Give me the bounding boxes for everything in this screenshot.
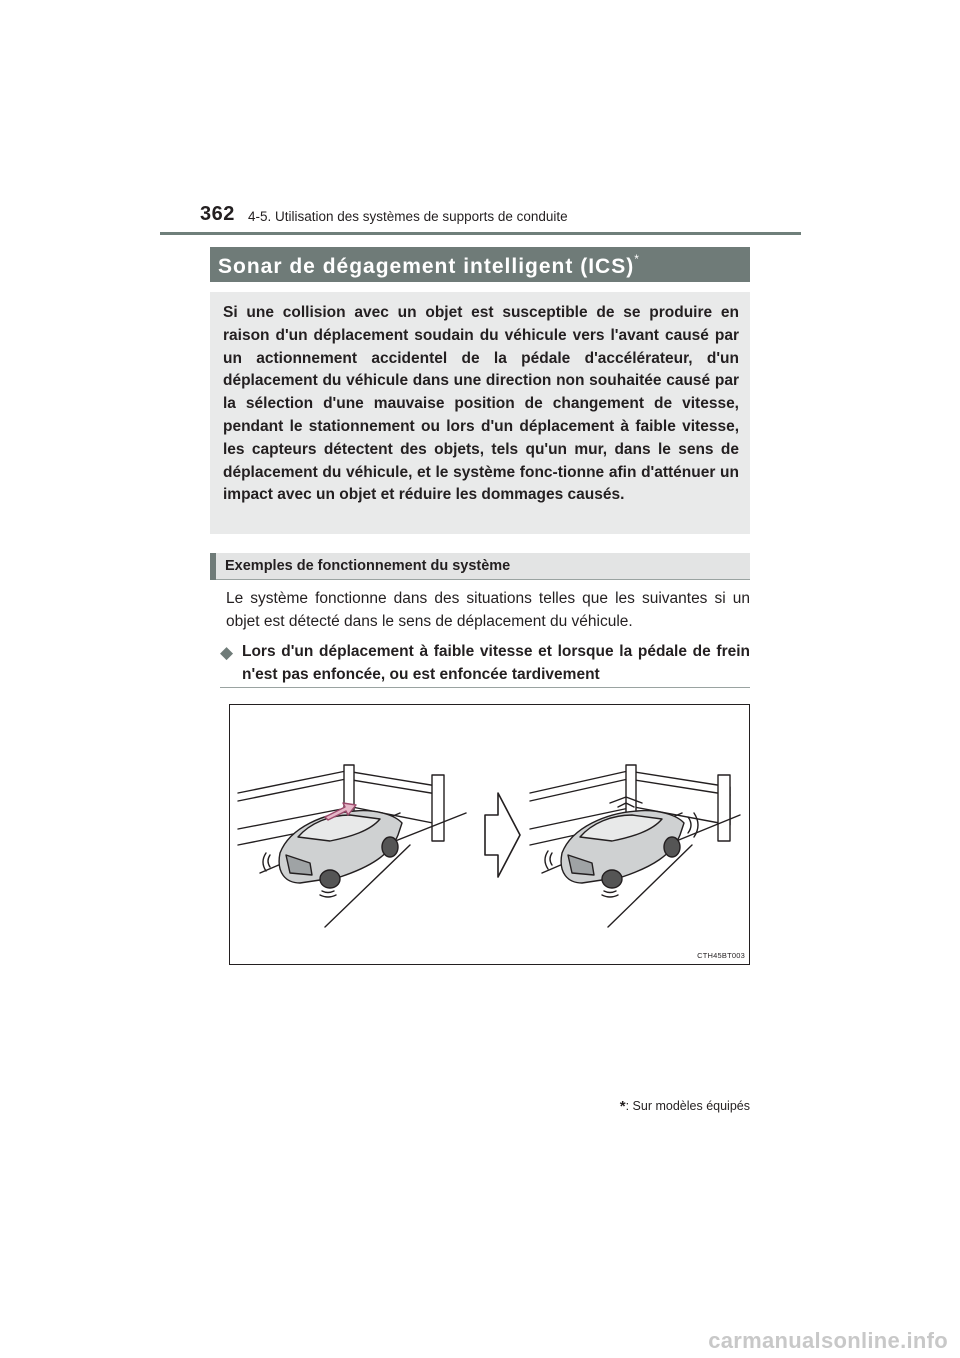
examples-banner-bar	[210, 553, 216, 580]
examples-body: Le système fonctionne dans des situations telles que les suivantes si un objet est détecté dans le sens de déplacement du véhicule.	[226, 590, 750, 630]
footnote	[620, 1097, 750, 1114]
right-scene	[530, 765, 740, 927]
bullet-rule	[220, 687, 750, 688]
transition-arrow	[485, 793, 520, 877]
diamond-bullet-icon: ◆	[220, 643, 234, 662]
intro-box	[210, 292, 750, 534]
intro-text: Si une collision avec un objet est susceptible de se produire en raison d'un déplacement soudain du véhicule vers l'avant causé par un actionnement accidentel de la pédale d'accélérateur, d'un déplacement du véhicule dans une direction non souhaitée causé par la sélection d'une mauvaise position de changement de vitesse, pendant le stationnement ou lors d'un déplacement à faible vitesse, les capteurs détectent des objets, tels qu'un mur, dans le sens de déplacement du véhicule, et le système fonc-tionne afin d'atténuer un impact avec un objet et réduire les dommages causés.	[223, 304, 739, 504]
footnote-text: : Sur modèles équipés	[625, 1099, 750, 1113]
section-title-text: Sonar de dégagement intelligent (ICS)	[218, 255, 635, 278]
footnote-marker: *	[619, 1098, 626, 1115]
page-number: 362	[200, 203, 235, 225]
watermark[interactable]: carmanualsonline.info	[708, 1328, 948, 1353]
section-title-marker: *	[634, 252, 640, 266]
left-scene	[238, 765, 466, 927]
examples-banner	[210, 553, 750, 580]
section-title	[218, 254, 640, 279]
chapter-title: 4-5. Utilisation des systèmes de supports de conduite	[248, 209, 568, 224]
bullet-heading: Lors d'un déplacement à faible vitesse et lorsque la pédale de frein n'est pas enfoncée, ou est enfoncée tardivement	[242, 643, 750, 683]
parking-illustration	[230, 705, 749, 964]
header-rule	[160, 232, 801, 235]
examples-heading: Exemples de fonctionnement du système	[225, 558, 511, 574]
figure-code: CTH45BT003	[697, 951, 745, 960]
illustration-figure	[229, 704, 750, 965]
section-banner	[210, 247, 750, 282]
